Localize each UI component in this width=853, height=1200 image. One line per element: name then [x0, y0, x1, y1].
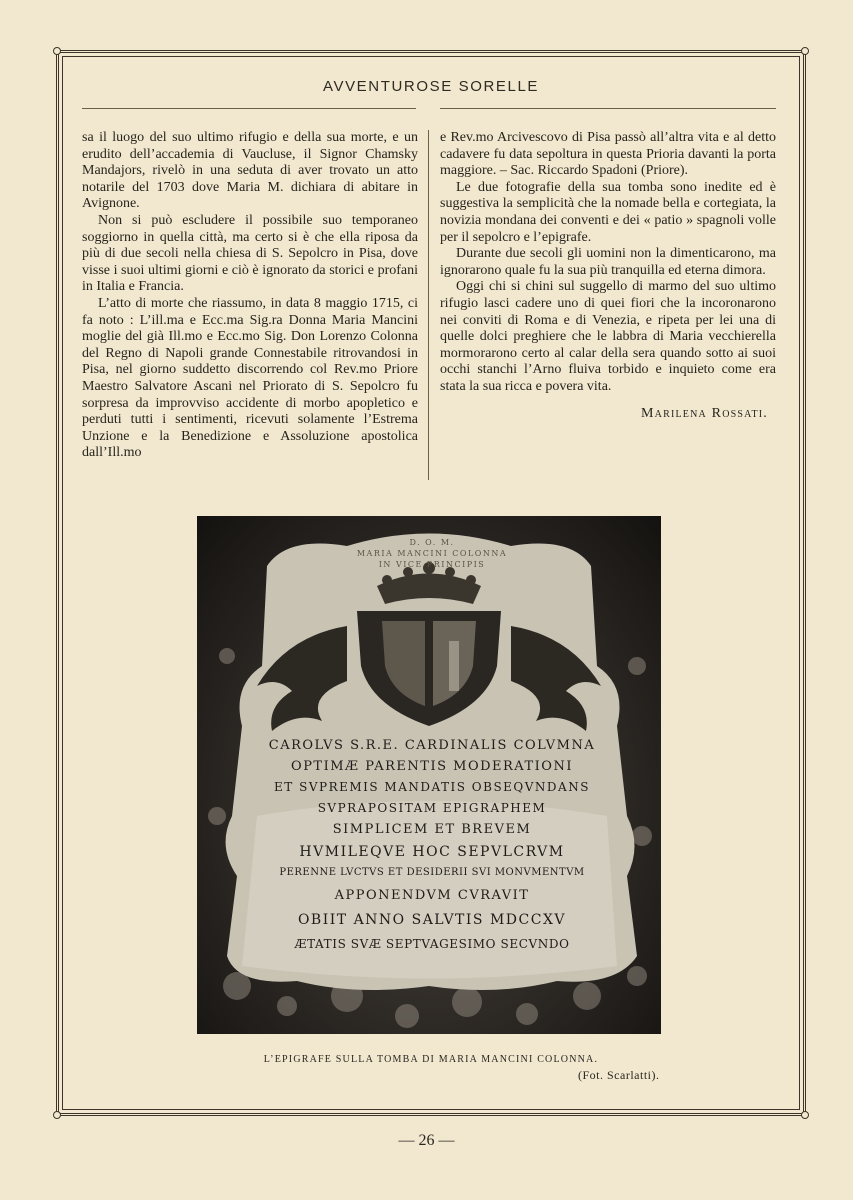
slab-top-inscription: D. O. M.: [409, 538, 455, 547]
epitaph-line: SVPRAPOSITAM EPIGRAPHEM: [317, 801, 547, 815]
paragraph: Non si può escludere il possibile suo temporaneo soggiorno in quella città, ma certo si è che ella riposa da più di due secoli nella chiesa di S. Sepolcro in Pisa, dove visse i suoi ultimi giorni e ciò è ignorato da storici e profani in Italia e Francia.: [82, 212, 418, 295]
border-ornament: [801, 1111, 809, 1119]
paragraph: Durante due secoli gli uomini non la dimenticarono, ma ignorarono quale fu la sua più tranquilla ed eterna dimora.: [440, 246, 776, 278]
border-ornament: [53, 47, 61, 55]
header-rule: [440, 108, 776, 109]
header-rule: [82, 108, 416, 109]
column-divider: [428, 130, 429, 480]
epitaph-line: CAROLVS S.R.E. CARDINALIS COLVMNA: [268, 738, 596, 753]
epitaph-line: ET SVPREMIS MANDATIS OBSEQVNDANS: [274, 780, 590, 794]
tomb-illustration: [197, 516, 661, 1034]
border-ornament: [801, 47, 809, 55]
photo-credit: (Fot. Scarlatti).: [578, 1068, 660, 1082]
epitaph-line: PERENNE LVCTVS ET DESIDERII SVI MONVMENTVM: [279, 867, 585, 878]
epitaph-line: HVMILEQVE HOC SEPVLCRVM: [299, 844, 565, 860]
photo-caption: L’EPIGRAFE SULLA TOMBA DI MARIA MANCINI COLONNA.: [263, 1054, 599, 1065]
slab-top-inscription: IN VICE PRINCIPIS: [378, 560, 486, 569]
author-signature: Marilena Rossati.: [641, 405, 768, 421]
epitaph-line: ÆTATIS SVÆ SEPTVAGESIMO SECVNDO: [294, 937, 570, 951]
article-column-right: [440, 130, 776, 422]
paragraph: Le due fotografie della sua tomba sono inedite ed è suggestiva la semplicità che la nomade bella e cortegiata, la novizia mondana dei conventi e dei « patio » spagnoli volle per il sepolcro e l’epigrafe.: [440, 179, 776, 245]
running-header: AVVENTUROSE SORELLE: [322, 78, 539, 95]
paragraph: e Rev.mo Arcivescovo di Pisa passò all’altra vita e al detto cadavere fu data sepoltura in questa Prioria davanti la porta maggiore. – Sac. Riccardo Spadoni (Priore).: [440, 130, 776, 179]
epitaph-line: APPONENDVM CVRAVIT: [334, 888, 530, 903]
epitaph-line: OBIIT ANNO SALVTIS MDCCXV: [297, 912, 567, 928]
epitaph-line: SIMPLICEM ET BREVEM: [332, 822, 532, 837]
tomb-photograph: [197, 516, 661, 1034]
paragraph: sa il luogo del suo ultimo rifugio e della sua morte, e un erudito dell’accademia di Vaucluse, il Signor Chamsky Mandajors, rivelò in una seduta di aver trovato un atto notarile del 1703 dove Maria M. dichiara di abitare in Avignone.: [82, 130, 418, 212]
slab-top-inscription: MARIA MANCINI COLONNA: [356, 549, 508, 558]
paragraph: L’atto di morte che riassumo, in data 8 maggio 1715, ci fa noto : L’ill.ma e Ecc.ma Sig.ra Donna Maria Mancini moglie del già Ill.mo e Ecc.mo Sig. Don Lorenzo Colonna del Regno di Napoli grande Connestabile ritrovandosi in Pisa, nel giorno suddetto discorrendo col Rev.mo Priore Maestro Salvatore Ascani nel Priorato di S. Sepolcro fu sorpresa da improvviso accidente di morbo apopletico e perduti tutti i sentimenti, ricevuti solamente l’Estrema Unzione e la Benedizione e Assoluzione apostolica dall’Ill.mo: [82, 295, 418, 461]
border-ornament: [53, 1111, 61, 1119]
article-column-left: [82, 130, 418, 462]
paragraph: Oggi chi si chini sul suggello di marmo del suo ultimo rifugio lasci cadere uno di quei fiori che la incoronarono nei conviti di Roma e di Venezia, e ripeta per lei una di quelle dolci preghiere che le labbra di Maria vecchierella mormorarono certo al calar della sera quando sotto ai suoi occhi stanchi l’Arno fluiva torbido e inquieto come era stata la sua ricca e povera vita.: [440, 279, 776, 394]
page-number: — 26 —: [398, 1132, 455, 1149]
epitaph-line: OPTIMÆ PARENTIS MODERATIONI: [291, 759, 573, 774]
